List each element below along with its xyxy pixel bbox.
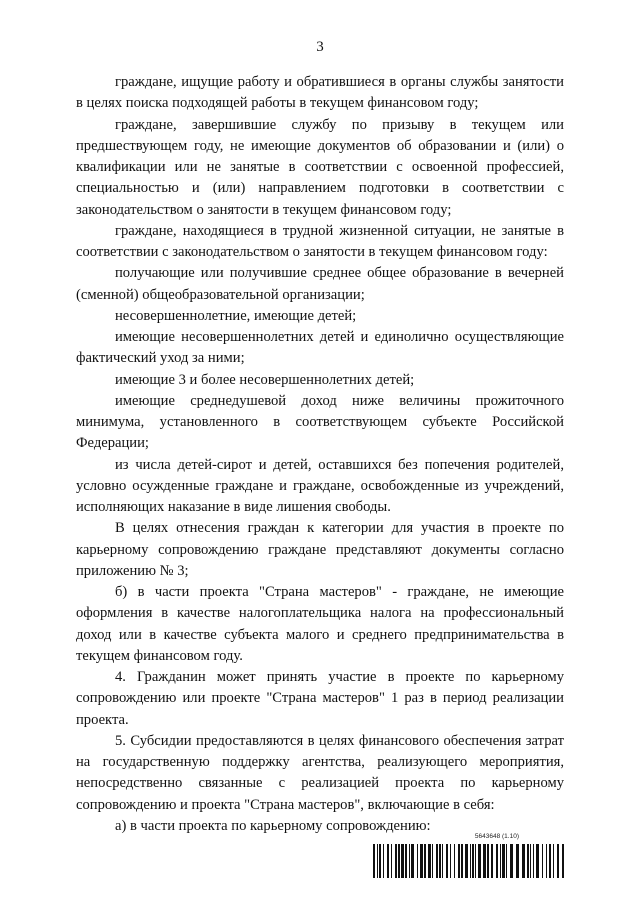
paragraph-military-service: граждане, завершившие службу по призыву в текущем или предшествующем году, не имеющие документов об образовании и (или) о квалификации или не занятые в соответствии с освоенной профессией, специальностью и (или) направлением подготовки в соответствии с законодательством о занятости в текущем финансовом году; [76, 116, 564, 218]
paragraph-minors-with-children: несовершеннолетние, имеющие детей; [115, 307, 357, 324]
barcode-image [373, 844, 565, 878]
barcode-bar [461, 844, 463, 878]
barcode-bar [420, 844, 423, 878]
barcode-bar [516, 844, 519, 878]
barcode-block [373, 833, 565, 879]
paragraph-orphans-convicts: из числа детей-сирот и детей, оставшихся без попечения родителей, условно осужденные граждане и граждане, освобожденные из учреждений, исполняющих наказание в виде лишения свободы. [76, 456, 564, 515]
barcode-bar [383, 844, 384, 878]
page-number: 3 [316, 39, 324, 55]
barcode-bar [527, 844, 529, 878]
barcode-bar [546, 844, 547, 878]
barcode-bar [533, 844, 534, 878]
barcode-bar [417, 844, 418, 878]
barcode-bar [442, 844, 443, 878]
barcode-bar [458, 844, 460, 878]
barcode-bar [395, 844, 397, 878]
paragraph-evening-school: получающие или получившие среднее общее образование в вечерней (сменной) общеобразовательной организации; [76, 265, 564, 303]
paragraph-single-parents: имеющие несовершеннолетних детей и единолично осуществляющие фактический уход за ними; [76, 329, 564, 367]
barcode-bar [439, 844, 441, 878]
barcode-bar [465, 844, 468, 878]
barcode-bar [432, 844, 433, 878]
barcode-bar [522, 844, 525, 878]
barcode-bar [424, 844, 426, 878]
barcode-bar [553, 844, 554, 878]
barcode-bar [391, 844, 392, 878]
barcode-bar [377, 844, 378, 878]
barcode-bar [491, 844, 493, 878]
barcode-bar [475, 844, 476, 878]
barcode-bar [373, 844, 375, 878]
paragraph-item-4: 4. Гражданин может принять участие в проекте по карьерному сопровождению или проекте "Страна мастеров" 1 раз в период реализации проекта. [76, 669, 564, 728]
document-body [76, 72, 564, 837]
barcode-bar [405, 844, 407, 878]
barcode-bar [506, 844, 507, 878]
barcode-bar [436, 844, 438, 878]
barcode-bar [446, 844, 448, 878]
barcode-bar [510, 844, 513, 878]
paragraph-item-5: 5. Субсидии предоставляются в целях финансового обеспечения затрат на государственную поддержку агентства, реализующего мероприятия, непосредственно связанные с реализацией проекта по карьерному сопровождению и проекта "Страна мастеров", включающие в себя: [76, 732, 564, 813]
barcode-bar [428, 844, 431, 878]
paragraph-strana-masterov: б) в части проекта "Страна мастеров" - граждане, не имеющие оформления в качестве налогоплательщика налога на профессиональный доход или в качестве субъекта малого и среднего предпринимательства в текущем финансовом году. [76, 584, 564, 664]
barcode-bar [500, 844, 501, 878]
barcode-bar [483, 844, 486, 878]
paragraph-job-seekers: граждане, ищущие работу и обратившиеся в органы службы занятости в целях поиска подходящей работы в текущем финансовом году; [76, 74, 564, 112]
barcode-bar [478, 844, 481, 878]
paragraph-low-income: имеющие среднедушевой доход ниже величины прожиточного минимума, установленного в соответствующем субъекте Российской Федерации; [76, 392, 564, 452]
barcode-bar [542, 844, 543, 878]
paragraph-documents-appendix: В целях отнесения граждан к категории для участия в проекте по карьерному сопровождению граждане представляют документы согласно приложению № 3; [76, 520, 564, 579]
barcode-label: 5643648 (1.10) [474, 833, 519, 840]
barcode-bar [470, 844, 471, 878]
barcode-bar [496, 844, 498, 878]
barcode-bar [549, 844, 551, 878]
paragraph-large-families: имеющие 3 и более несовершеннолетних детей; [115, 371, 415, 388]
barcode-bar [411, 844, 414, 878]
barcode-bar [454, 844, 455, 878]
barcode-bar [401, 844, 404, 878]
barcode-bar [387, 844, 389, 878]
paragraph-difficult-situation: граждане, находящиеся в трудной жизненной ситуации, не занятые в соответствии с законодательством о занятости в текущем финансовом году: [76, 222, 564, 260]
barcode-bar [557, 844, 559, 878]
barcode-bar [562, 844, 564, 878]
barcode-bar [398, 844, 400, 878]
barcode-bar [472, 844, 474, 878]
barcode-bar [450, 844, 451, 878]
barcode-bar [536, 844, 539, 878]
barcode-bar [487, 844, 489, 878]
barcode-bar [530, 844, 531, 878]
barcode-bar [379, 844, 381, 878]
barcode-bar [409, 844, 410, 878]
paragraph-subitem-a: а) в части проекта по карьерному сопровождению: [115, 817, 431, 834]
barcode-bar [502, 844, 505, 878]
